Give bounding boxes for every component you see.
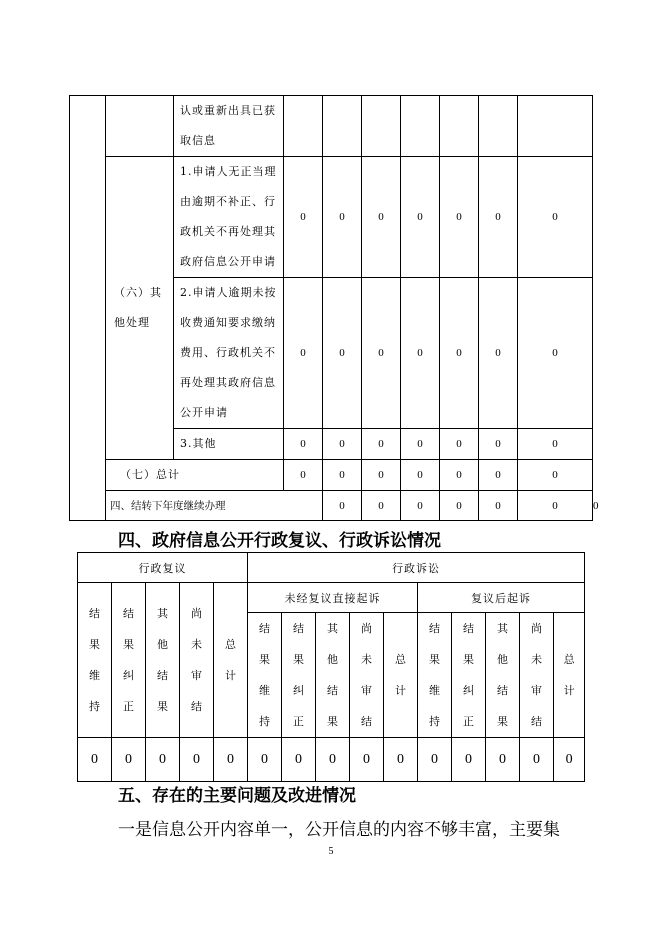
direct-col-header [350,613,384,738]
table-cell [323,96,362,157]
column-header-text: 结果纠正 [463,622,475,728]
table-header-row [78,583,585,613]
row-description: 认或重新出具已获取信息 [174,96,284,157]
cell-value: 0 [384,738,418,782]
cell-value: 0 [518,491,593,521]
table-cell [401,96,440,157]
table-cell [362,96,401,157]
cell-value: 0 [350,738,384,782]
column-header-text: 其他结果 [327,622,339,728]
table-header-row [78,553,585,583]
cell-value: 0 [401,460,440,491]
litigation-header: 行政诉讼 [248,553,585,583]
cell-value: 0 [362,157,401,278]
column-header-text: 总计 [563,653,575,697]
review-col-header [78,583,112,738]
cell-value: 0 [78,738,112,782]
cell-value: 0 [112,738,146,782]
annual-stats-table-continued [69,95,599,521]
cell-value: 0 [323,157,362,278]
cell-value: 0 [440,491,479,521]
cell-value: 0 [520,738,554,782]
carryover-label: 四、结转下年度继续办理 [106,491,323,521]
column-header-text: 尚未审结 [531,622,543,728]
cell-value: 0 [284,429,323,460]
page-number: 5 [328,846,334,857]
cell-value: 0 [440,157,479,278]
cell-value: 0 [452,738,486,782]
after-col-header [452,613,486,738]
review-col-header [214,583,248,738]
cell-value: 0 [440,429,479,460]
row-description: 3.其他 [174,429,284,460]
table-row [70,157,593,278]
cell-value: 0 [362,278,401,429]
table-cell [284,96,323,157]
cell-value: 0 [554,738,585,782]
table-row [78,738,585,782]
cell-value: 0 [479,278,518,429]
cell-value: 0 [323,429,362,460]
cell-value: 0 [401,157,440,278]
cell-value: 0 [518,278,593,429]
row-description: 2.申请人逾期未按收费通知要求缴纳费用、行政机关不再处理其政府信息公开申请 [174,278,284,429]
cell-value: 0 [180,738,214,782]
column-header-text: 结果纠正 [293,622,305,728]
section-five-heading: 五、存在的主要问题及改进情况 [118,786,356,806]
cell-value: 0 [440,278,479,429]
table-cell [479,96,518,157]
cell-value: 0 [479,157,518,278]
cell-value: 0 [362,460,401,491]
cell-value: 0 [401,278,440,429]
after-col-header [486,613,520,738]
review-col-header [146,583,180,738]
column-header-text: 尚未审结 [191,607,202,713]
after-review-header: 复议后起诉 [418,583,585,613]
cell-value: 0 [248,738,282,782]
table-row: 四、结转下年度继续办理 0 0 0 0 0 0 0 [70,491,593,521]
cell-value: 0 [284,278,323,429]
cell-value: 0 [284,460,323,491]
cell-value: 0 [401,429,440,460]
table-row [70,96,593,157]
section-four-heading: 四、政府信息公开行政复议、行政诉讼情况 [118,531,441,551]
column-header-text: 其他结果 [497,622,509,728]
cell-value: 0 [518,460,593,491]
cell-value: 0 [401,491,440,521]
cell-value: 0 [418,738,452,782]
cell-value: 0 [440,460,479,491]
cell-value: 0 [282,738,316,782]
body-paragraph: 一是信息公开内容单一，公开信息的内容不够丰富，主要集 [118,820,560,840]
cell-value: 0 [323,491,362,521]
cell-value: 0 [214,738,248,782]
cell-value: 0 [323,278,362,429]
cell-value: 0 [479,491,518,521]
direct-col-header [316,613,350,738]
cell-value: 0 [146,738,180,782]
table-row [70,460,593,491]
direct-suit-header: 未经复议直接起诉 [248,583,418,613]
column-header-text: 结果纠正 [123,607,134,713]
left-margin-cell [70,96,106,521]
direct-col-header [384,613,418,738]
column-header-text: 结果维持 [259,622,271,728]
cell-value: 0 [284,157,323,278]
review-col-header [180,583,214,738]
direct-col-header [248,613,282,738]
cell-value: 0 [362,429,401,460]
column-header-text: 结果维持 [89,607,100,713]
after-col-header [418,613,452,738]
cell-value: 0 [518,157,593,278]
cell-value: 0 [479,429,518,460]
column-header-text: 总计 [225,638,236,682]
category-other-handling: （六）其他处理 [106,157,174,460]
row-description: 1.申请人无正当理由逾期不补正、行政机关不再处理其政府信息公开申请 [174,157,284,278]
cell-value: 0 [479,460,518,491]
review-col-header [112,583,146,738]
column-header-text: 结果维持 [429,622,441,728]
direct-col-header [282,613,316,738]
empty-category-cell [106,96,174,157]
after-col-header [520,613,554,738]
cell-value: 0 [316,738,350,782]
cell-value: 0 [362,491,401,521]
cell-value: 0 [323,460,362,491]
column-header-text: 其他结果 [157,607,168,713]
table-cell [518,96,593,157]
after-col-header [554,613,585,738]
column-header-text: 总计 [395,653,407,697]
review-litigation-table [77,552,585,782]
column-header-text: 尚未审结 [361,622,373,728]
review-header: 行政复议 [78,553,248,583]
total-label: （七）总计 [106,460,284,491]
cell-value: 0 [518,429,593,460]
cell-value: 0 [486,738,520,782]
table-cell [440,96,479,157]
